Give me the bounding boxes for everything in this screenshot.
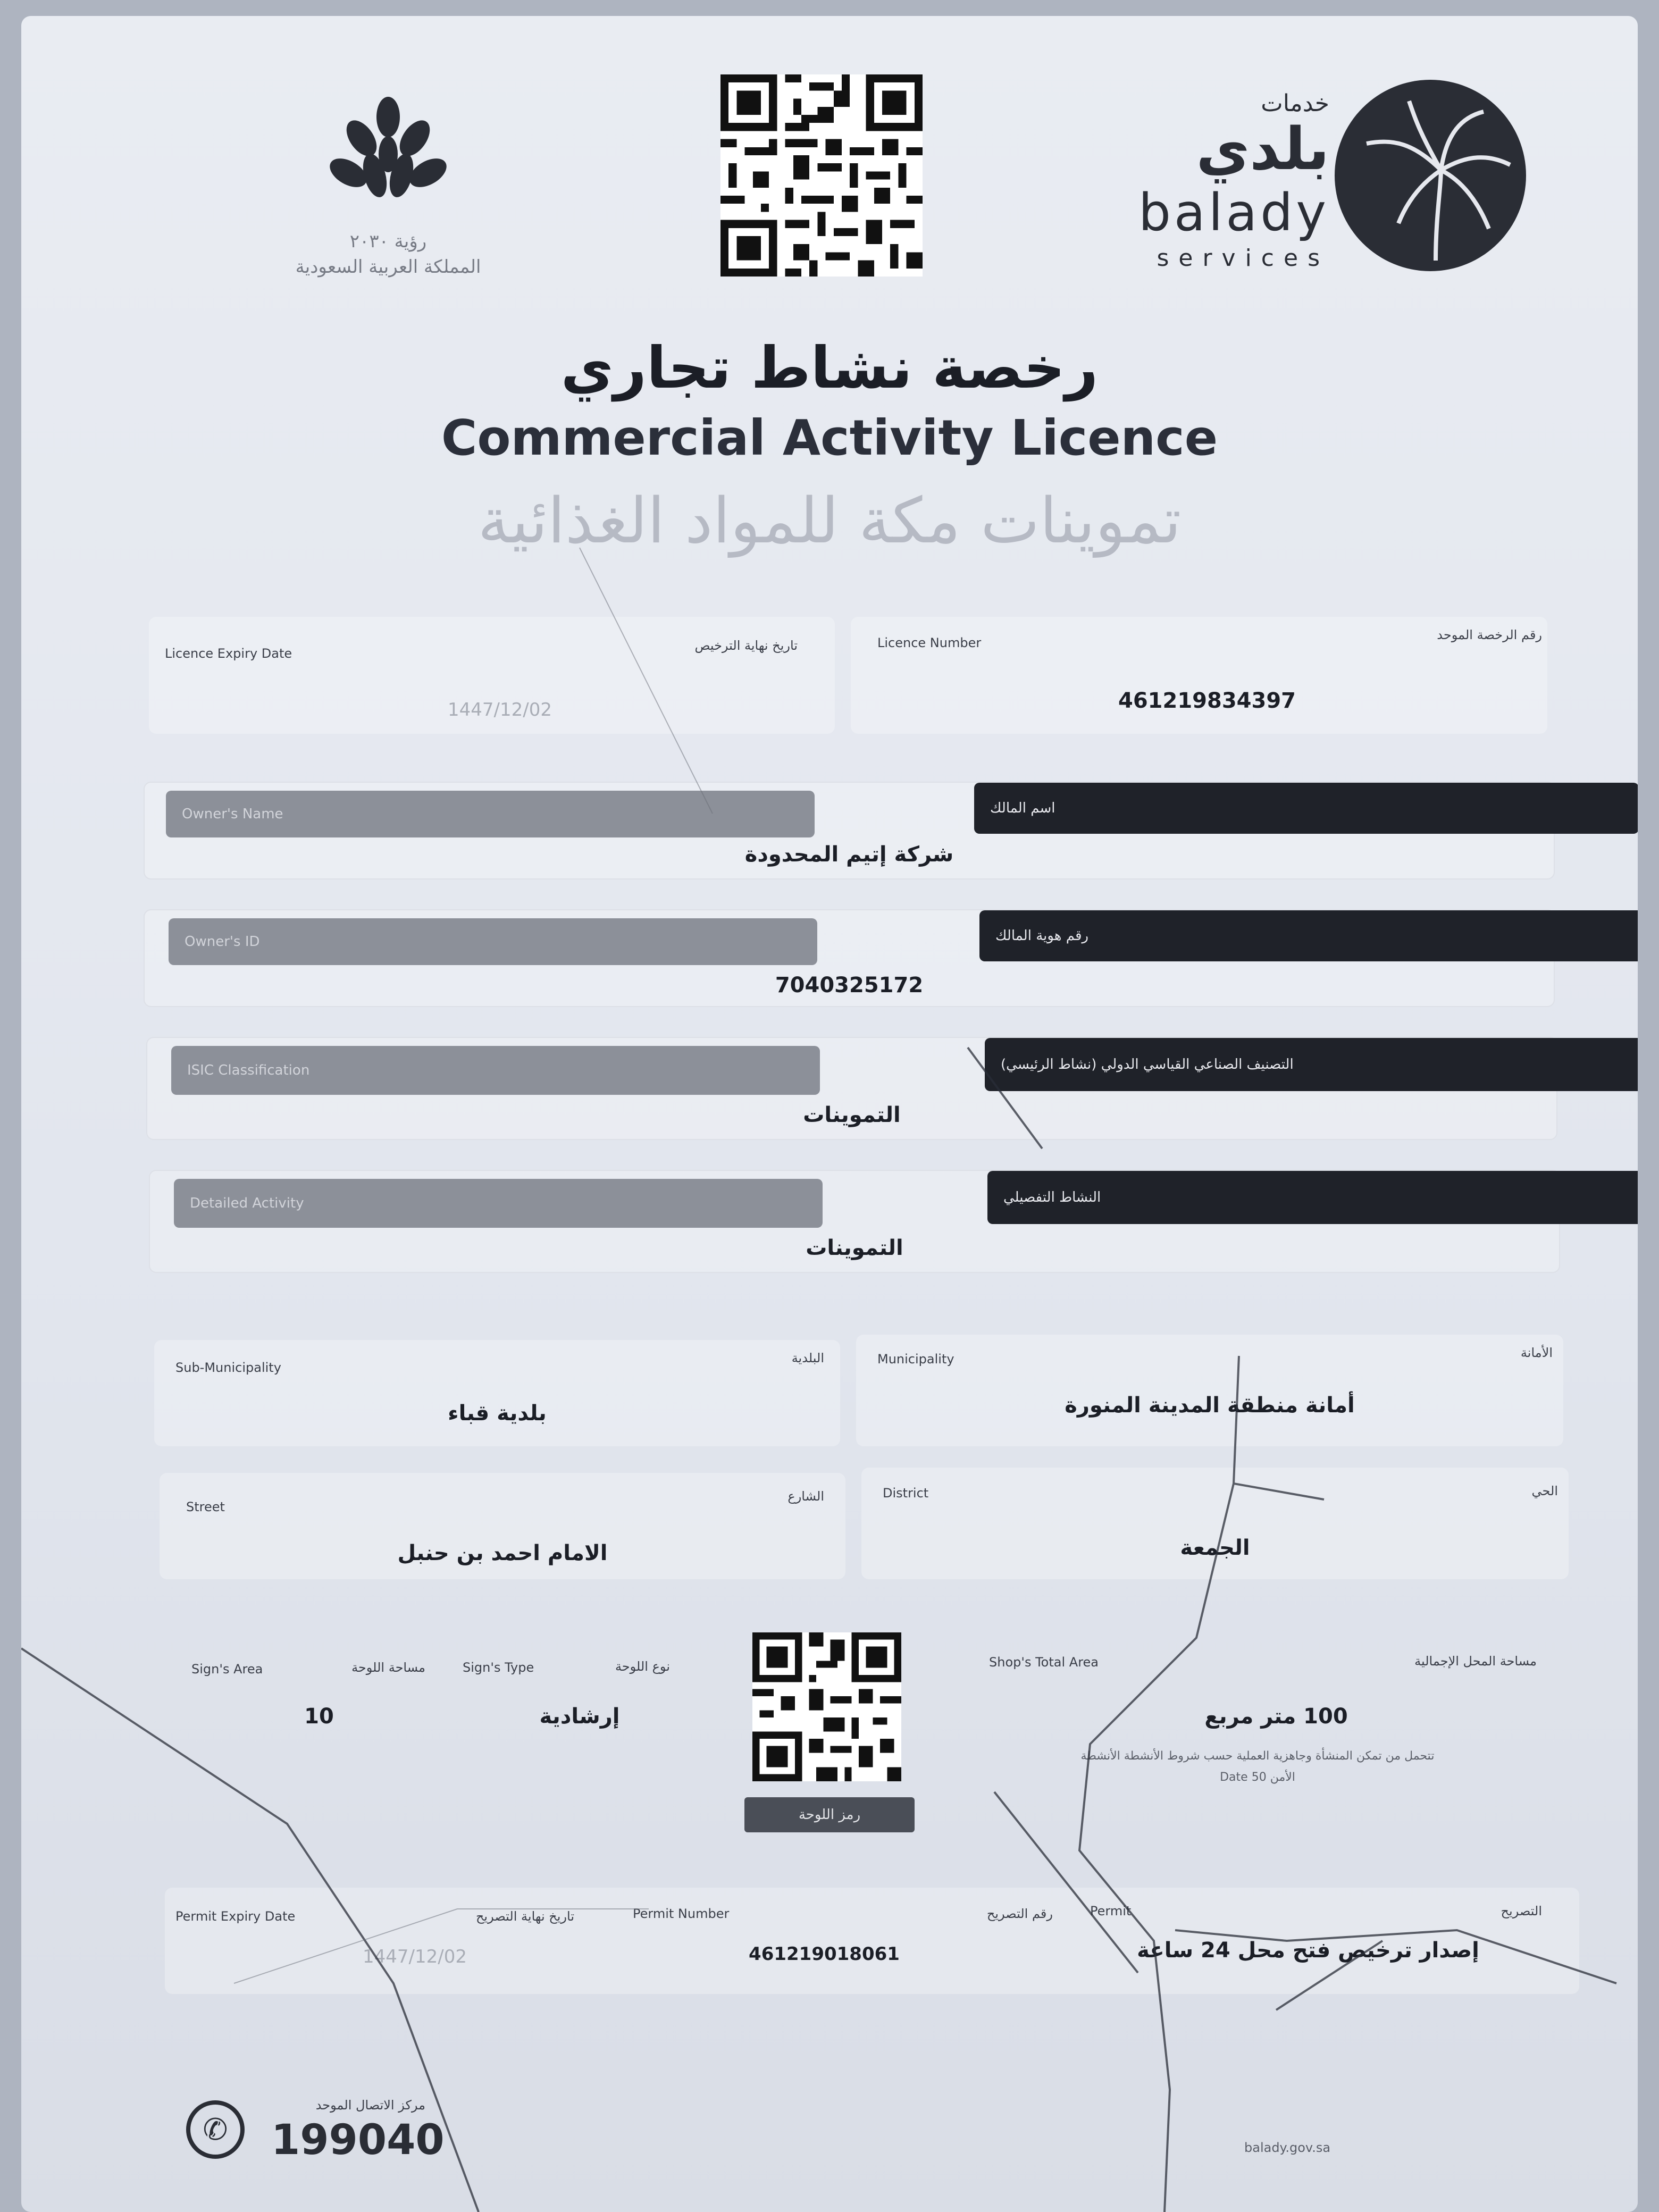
balady-palm-emblem-icon [1335, 80, 1526, 271]
amanah-label-en: Municipality [877, 1352, 954, 1367]
detailed-activity-label-en: Detailed Activity [190, 1195, 304, 1211]
business-name: تموينات مكة للمواد الغذائية [477, 484, 1182, 557]
palm-petals-icon [330, 96, 447, 218]
permit-expiry-label-ar: تاريخ نهاية التصريح [475, 1909, 574, 1924]
street-cell [160, 1473, 845, 1579]
isic-value: التموينات [803, 1103, 901, 1127]
footer-website: balady.gov.sa [1244, 2140, 1331, 2155]
sign-type-value: إرشادية [539, 1704, 620, 1729]
licence-qr-code [720, 74, 923, 276]
sign-type-label-ar: نوع اللوحة [615, 1659, 670, 1674]
street-label-en: Street [186, 1499, 225, 1514]
district-label-ar: الحي [1531, 1484, 1558, 1498]
permit-value: إصدار ترخيص فتح محل 24 ساعة [1137, 1938, 1479, 1963]
field-owner-name [144, 782, 1555, 879]
sign-area-label-en: Sign's Area [191, 1662, 263, 1677]
phone-icon: ✆ [186, 2100, 245, 2159]
owner-name-value: شركة إتيم المحدودة [744, 842, 954, 867]
shop-area-note-2: الأمن 50 Date [1220, 1771, 1295, 1784]
licence-number-value: 461219834397 [1118, 689, 1296, 713]
district-value: الجمعة [1180, 1536, 1250, 1560]
baladiya-cell [154, 1340, 840, 1446]
licence-expiry-label-en: Licence Expiry Date [165, 646, 292, 661]
isic-label-ar: التصنيف الصناعي القياسي الدولي (نشاط الرئيسي) [1001, 1057, 1294, 1073]
permit-number-label-en: Permit Number [633, 1906, 730, 1921]
licence-number-label-ar: رقم الرخصة الموحد [1437, 627, 1542, 642]
detailed-activity-label-ar: النشاط التفصيلي [1003, 1189, 1101, 1205]
baladiya-label-en: Sub-Municipality [175, 1360, 281, 1375]
permit-expiry-value: 1447/12/02 [363, 1946, 467, 1967]
owner-name-label-en: Owner's Name [182, 806, 283, 822]
amanah-label-ar: الأمانة [1520, 1345, 1553, 1360]
phone-number: 199040 [271, 2116, 445, 2164]
balady-logo-arabic [1106, 90, 1329, 181]
vision-text-line1: رؤية ٢٠٣٠ [349, 231, 427, 252]
vision-2030-logo [271, 96, 505, 292]
balady-services-text: services [1157, 245, 1329, 272]
licence-number-label-en: Licence Number [877, 635, 982, 650]
field-detailed-activity [149, 1170, 1560, 1273]
vision-logo-text [271, 229, 505, 280]
owner-id-value: 7040325172 [775, 973, 924, 998]
shop-area-value: 100 متر مربع [1204, 1704, 1348, 1729]
balady-small-arabic: خدمات [1261, 90, 1329, 117]
isic-label-en: ISIC Classification [187, 1062, 310, 1078]
balady-arabic-word: بلدي [1196, 115, 1329, 183]
detailed-activity-value: التموينات [806, 1236, 903, 1260]
licence-document [21, 16, 1638, 2212]
shop-area-label-ar: مساحة المحل الإجمالية [1414, 1654, 1537, 1669]
sign-qr-button-label: رمز اللوحة [798, 1807, 861, 1823]
street-value: الامام احمد بن حنبل [397, 1541, 608, 1565]
amanah-cell [856, 1335, 1563, 1446]
field-isic-classification [146, 1037, 1557, 1140]
title-english: Commercial Activity Licence [441, 409, 1218, 466]
title-arabic: رخصة نشاط تجاري [560, 335, 1099, 401]
sign-area-value: 10 [304, 1704, 334, 1729]
phone-label: مركز الاتصال الموحد [315, 2098, 425, 2113]
sign-qr-button[interactable] [744, 1797, 915, 1832]
permit-number-label-ar: رقم التصريح [986, 1906, 1053, 1921]
permit-expiry-label-en: Permit Expiry Date [175, 1909, 296, 1924]
balady-logo-english: balady [1138, 183, 1329, 242]
district-label-en: District [883, 1486, 929, 1501]
sign-area-label-ar: مساحة اللوحة [351, 1660, 425, 1675]
permit-label-en: Permit [1090, 1904, 1132, 1918]
licence-expiry-label-ar: تاريخ نهاية الترخيص [694, 638, 798, 653]
owner-name-label-ar: اسم المالك [990, 800, 1055, 816]
district-cell [861, 1468, 1569, 1579]
shop-area-note: تتحمل من تمكن المنشأة وجاهزية العملية حسب شروط الأنشطة الأنشطة [1080, 1749, 1435, 1763]
permit-number-value: 461219018061 [749, 1943, 900, 1965]
permit-label-ar: التصريح [1501, 1904, 1542, 1918]
vision-text-line2: المملكة العربية السعودية [295, 256, 481, 278]
licence-expiry-value: 1447/12/02 [448, 699, 552, 720]
field-owner-id [144, 909, 1555, 1007]
shop-area-label-en: Shop's Total Area [989, 1655, 1099, 1670]
baladiya-label-ar: البلدية [791, 1351, 824, 1365]
baladiya-value: بلدية قباء [448, 1401, 547, 1426]
street-label-ar: الشارع [787, 1489, 824, 1504]
amanah-value: أمانة منطقة المدينة المنورة [1065, 1393, 1355, 1418]
owner-id-label-ar: رقم هوية المالك [995, 928, 1089, 944]
owner-id-label-en: Owner's ID [185, 934, 260, 950]
sign-type-label-en: Sign's Type [463, 1660, 534, 1675]
sign-qr-code [752, 1632, 901, 1781]
